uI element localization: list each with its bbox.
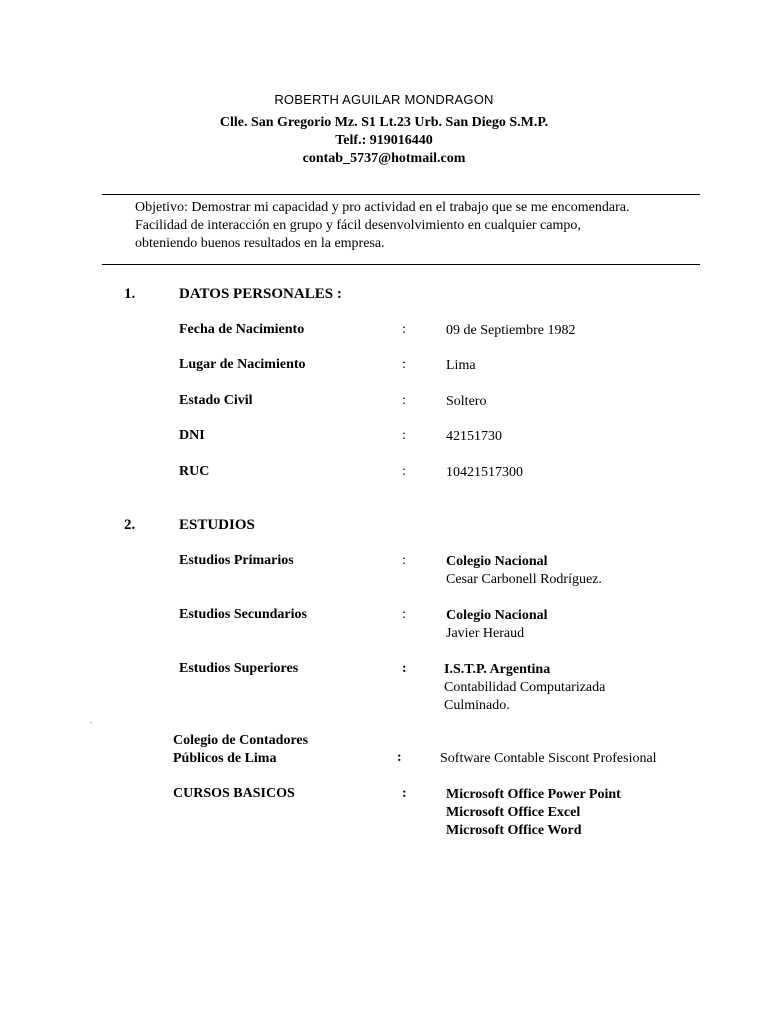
section-1-title: DATOS PERSONALES : — [179, 286, 342, 302]
ruc-label: RUC — [179, 464, 210, 479]
primary-school-detail: Cesar Carbonell Rodríguez. — [446, 572, 602, 587]
colon: : — [397, 750, 402, 765]
objective-line: obteniendo buenos resultados en la empresa. — [135, 236, 385, 251]
birthplace-label: Lugar de Nacimiento — [179, 357, 306, 372]
colon: : — [402, 553, 406, 568]
higher-school-title: I.S.T.P. Argentina — [444, 662, 551, 677]
higher-studies-label: Estudios Superiores — [179, 661, 299, 676]
colegio-label — [173, 732, 308, 768]
top-rule — [102, 194, 700, 195]
colon: : — [402, 661, 407, 676]
secondary-studies-label: Estudios Secundarios — [179, 607, 307, 622]
higher-school-status: Culminado. — [444, 698, 510, 713]
section-1-number: 1. — [124, 286, 136, 302]
course-item: Microsoft Office Word — [446, 823, 582, 838]
dni-value: 42151730 — [446, 429, 502, 444]
secondary-studies-value — [446, 607, 548, 643]
colon: : — [402, 393, 406, 408]
colon: : — [402, 786, 407, 801]
primary-studies-value — [446, 553, 602, 589]
section-2-number: 2. — [124, 517, 136, 533]
address: Clle. San Gregorio Mz. S1 Lt.23 Urb. San Diego S.M.P. — [219, 115, 549, 130]
course-item: Microsoft Office Excel — [446, 805, 581, 820]
objective — [135, 199, 629, 253]
colon: : — [402, 322, 406, 337]
phone: Telf.: 919016440 — [335, 133, 433, 148]
colegio-label-line: Colegio de Contadores — [173, 733, 309, 748]
birthplace-value: Lima — [446, 358, 476, 373]
colon: : — [402, 428, 406, 443]
colegio-label-line: Públicos de Lima — [173, 751, 277, 766]
birthdate-label: Fecha de Nacimiento — [179, 322, 305, 337]
civil-status-label: Estado Civil — [179, 393, 253, 408]
stray-mark: . — [90, 716, 92, 725]
dni-label: DNI — [179, 428, 205, 443]
civil-status-value: Soltero — [446, 394, 487, 409]
primary-school-title: Colegio Nacional — [446, 554, 548, 569]
colegio-value: Software Contable Siscont Profesional — [440, 751, 657, 766]
bottom-rule — [102, 264, 700, 265]
courses-label: CURSOS BASICOS — [173, 786, 295, 801]
colon: : — [402, 607, 406, 622]
ruc-value: 10421517300 — [446, 465, 523, 480]
objective-line: Facilidad de interacción en grupo y fácil desenvolvimiento en cualquier campo, — [135, 218, 581, 233]
secondary-school-detail: Javier Heraud — [446, 626, 525, 641]
objective-line: Objetivo: Demostrar mi capacidad y pro actividad en el trabajo que se me encomendara. — [135, 200, 630, 215]
secondary-school-title: Colegio Nacional — [446, 608, 548, 623]
higher-studies-value — [444, 661, 605, 715]
colon: : — [402, 357, 406, 372]
candidate-name: ROBERTH AGUILAR MONDRAGON — [274, 92, 494, 107]
higher-school-detail: Contabilidad Computarizada — [444, 680, 606, 695]
email: contab_5737@hotmail.com — [302, 151, 466, 166]
birthdate-value: 09 de Septiembre 1982 — [446, 323, 576, 338]
course-item: Microsoft Office Power Point — [446, 787, 621, 802]
courses-list — [446, 786, 621, 840]
colon: : — [402, 464, 406, 479]
primary-studies-label: Estudios Primarios — [179, 553, 294, 568]
section-2-title: ESTUDIOS — [179, 517, 255, 533]
